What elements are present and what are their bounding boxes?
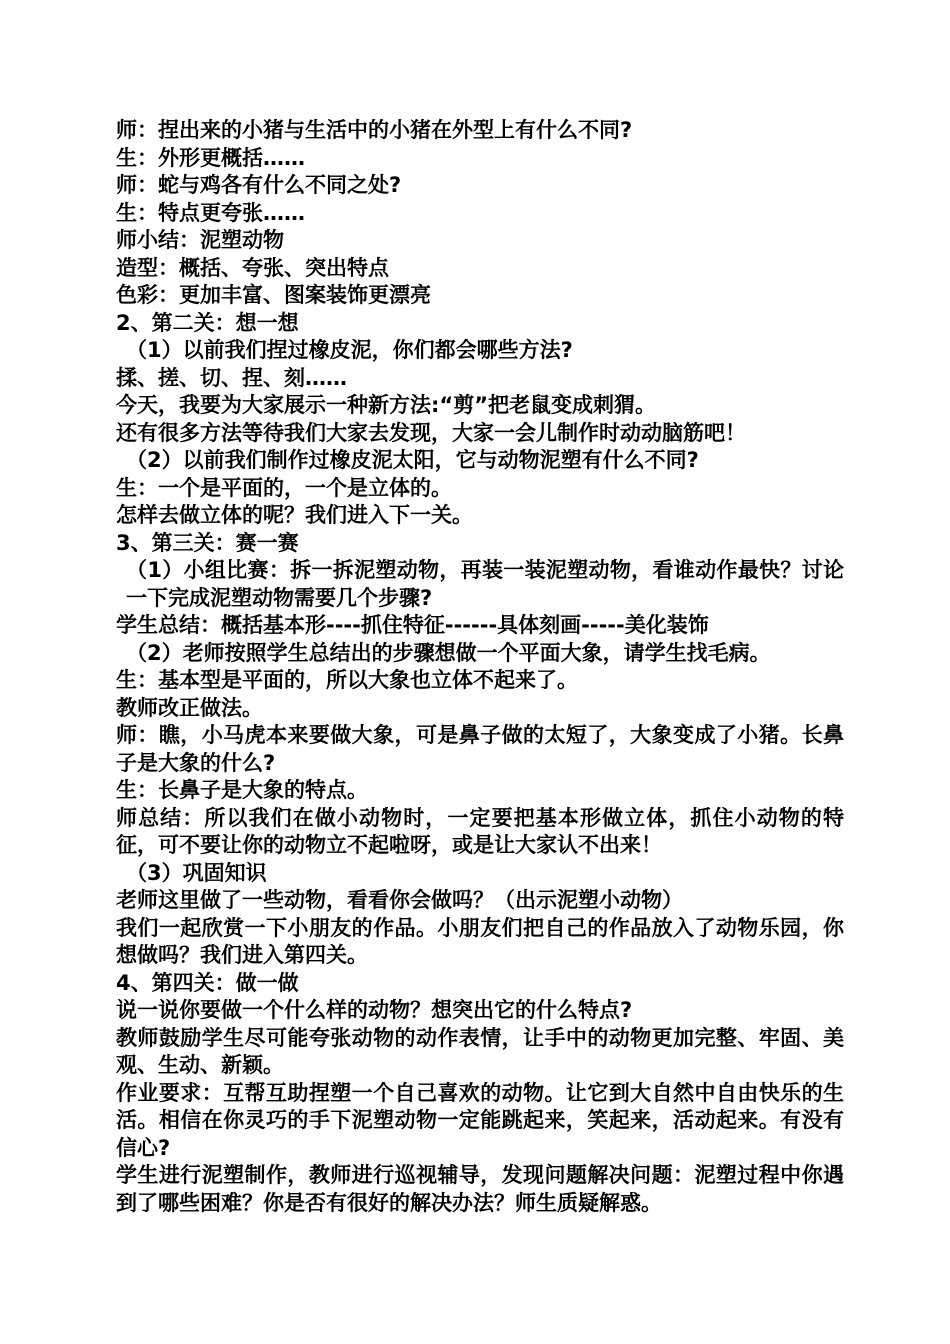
section-heading: 4、第四关：做一做 xyxy=(116,970,299,995)
text-line: 揉、搓、切、捏、刻…… xyxy=(116,365,347,390)
text-paragraph: 师：瞧，小马虎本来要做大象，可是鼻子做的太短了，大象变成了小猪。长鼻子是大象的什么? xyxy=(116,723,844,775)
text-line: 说一说你要做一个什么样的动物？想突出它的什么特点? xyxy=(116,998,633,1022)
text-line: （2）老师按照学生总结出的步骤想做一个平面大象，请学生找毛病。 xyxy=(126,640,771,665)
text-line: 学生总结：概括基本形----抓住特征------具体刻画-----美化装饰 xyxy=(116,613,709,637)
text-line: 师小结：泥塑动物 xyxy=(116,228,284,252)
text-line: （3）巩固知识 xyxy=(126,860,267,885)
text-paragraph: （1）小组比赛：拆一拆泥塑动物，再装一装泥塑动物，看谁动作最快？讨论一下完成泥塑动物需要几个步骤? xyxy=(126,558,844,610)
text-line: 怎样去做立体的呢？我们进入下一关。 xyxy=(116,503,473,527)
text-line: 色彩：更加丰富、图案装饰更漂亮 xyxy=(116,283,431,307)
text-line: 教师改正做法。 xyxy=(116,695,263,720)
section-heading: 3、第三关：赛一赛 xyxy=(116,530,299,555)
text-line: 生：外形更概括…… xyxy=(116,145,305,170)
text-line: 师：捏出来的小猪与生活中的小猪在外型上有什么不同? xyxy=(116,118,633,142)
text-line: 生：特点更夸张…… xyxy=(116,200,305,225)
text-paragraph: 师总结：所以我们在做小动物时，一定要把基本形做立体，抓住小动物的特征，可不要让你的动物立不起啦呀，或是让大家认不出来！ xyxy=(116,805,844,857)
text-line: 还有很多方法等待我们大家去发现，大家一会儿制作时动动脑筋吧！ xyxy=(116,420,746,445)
text-line: 老师这里做了一些动物，看看你会做吗？（出示泥塑小动物） xyxy=(116,888,683,912)
text-line: 生：基本型是平面的，所以大象也立体不起来了。 xyxy=(116,668,578,692)
text-paragraph: 学生进行泥塑制作，教师进行巡视辅导，发现问题解决问题：泥塑过程中你遇到了哪些困难？你是否有很好的解决办法？师生质疑解惑。 xyxy=(116,1163,844,1215)
text-line: 师：蛇与鸡各有什么不同之处? xyxy=(116,173,402,197)
text-line: 造型：概括、夸张、突出特点 xyxy=(116,255,389,280)
text-paragraph: 我们一起欣赏一下小朋友的作品。小朋友们把自己的作品放入了动物乐园，你想做吗？我们进入第四关。 xyxy=(116,915,844,967)
document-body xyxy=(116,117,844,1217)
text-paragraph: 教师鼓励学生尽可能夸张动物的动作表情，让手中的动物更加完整、牢固、美观、生动、新颖。 xyxy=(116,1025,844,1077)
text-line: （1）以前我们捏过橡皮泥，你们都会哪些方法? xyxy=(126,338,573,362)
text-line: 生：一个是平面的，一个是立体的。 xyxy=(116,475,452,500)
text-line: 今天，我要为大家展示一种新方法:“剪”把老鼠变成刺猬。 xyxy=(116,393,656,417)
text-line: 生：长鼻子是大象的特点。 xyxy=(116,778,368,802)
text-paragraph: 作业要求：互帮互助捏塑一个自己喜欢的动物。让它到大自然中自由快乐的生活。相信在你灵巧的手下泥塑动物一定能跳起来，笑起来，活动起来。有没有信心? xyxy=(116,1080,844,1160)
section-heading: 2、第二关：想一想 xyxy=(116,310,299,335)
text-line: （2）以前我们制作过橡皮泥太阳，它与动物泥塑有什么不同? xyxy=(126,448,699,472)
